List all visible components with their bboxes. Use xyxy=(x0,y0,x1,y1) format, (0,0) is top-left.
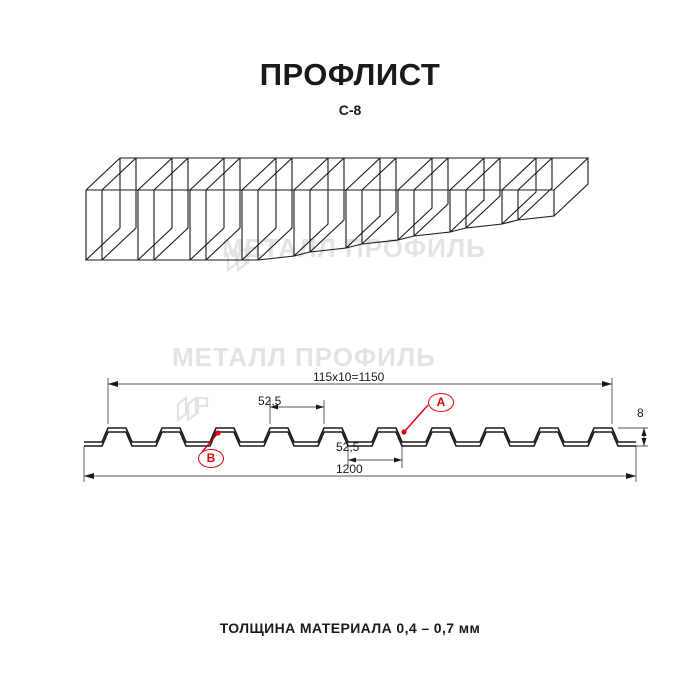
perspective-profile-view xyxy=(80,148,620,276)
watermark-text-top: МЕТАЛЛ ПРОФИЛЬ xyxy=(222,233,486,263)
page-title: ПРОФЛИСТ xyxy=(259,57,441,92)
material-thickness-note: ТОЛЩИНА МАТЕРИАЛА 0,4 – 0,7 мм xyxy=(219,620,481,636)
callout-a: A xyxy=(428,393,454,412)
dimension-pitch-upper: 52,5 xyxy=(258,394,282,408)
dimension-overall-pitch: 115х10=1150 xyxy=(313,370,385,384)
dimension-height: 8 xyxy=(637,406,644,420)
dimension-pitch-lower: 52,5 xyxy=(336,440,360,454)
watermark-text-bottom: МЕТАЛЛ ПРОФИЛЬ xyxy=(172,342,436,372)
dimension-total-width: 1200 xyxy=(336,462,363,476)
profile-code: С-8 xyxy=(338,102,362,118)
callout-b: B xyxy=(198,449,224,468)
